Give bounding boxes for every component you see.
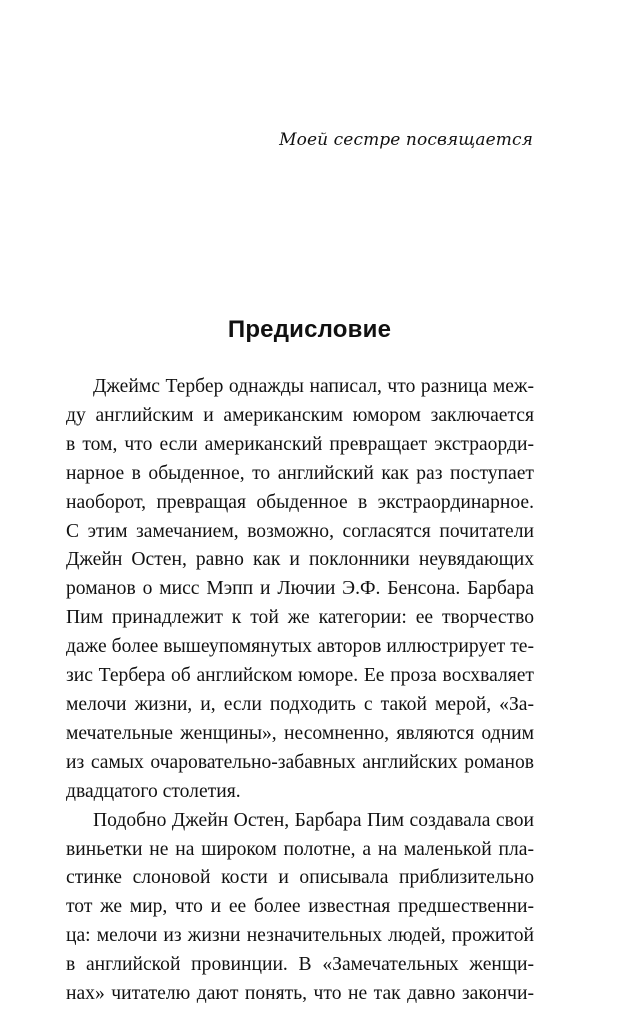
text-line: зис Тербера об английском юморе. Ее проза восхваляет — [66, 665, 534, 687]
text-line: в том, что если американский превращает экстраорди- — [66, 433, 534, 455]
text-line: виньетки не на широком полотне, а на маленькой пла- — [66, 838, 534, 860]
text-line: С этим замечанием, возможно, согласятся почитатели — [66, 520, 534, 542]
text-line: наоборот, превращая обыденное в экстраординарное. — [66, 491, 534, 513]
text-line: двадцатого столетия. — [66, 780, 241, 802]
chapter-heading: Предисловие — [227, 316, 392, 343]
text-line: ду английским и американским юмором заключается — [66, 404, 534, 426]
text-line: Джейн Остен, равно как и поклонники неувядающих — [66, 549, 534, 571]
text-line: из самых очаровательно-забавных английских романов — [66, 751, 534, 773]
text-line: нах» читателю дают понять, что не так давно закончи- — [66, 983, 534, 1005]
text-line: стинке слоновой кости и описывала приблизительно — [66, 867, 534, 889]
text-line: романов о мисс Мэпп и Лючии Э.Ф. Бенсона. Барбара — [66, 578, 534, 600]
body-text — [66, 373, 534, 1009]
dedication: Моей сестре посвящается — [279, 130, 533, 150]
text-line: Джеймс Тербер однажды написал, что разница меж- — [93, 376, 534, 397]
text-line: даже более вышеупомянутых авторов иллюстрирует те- — [66, 636, 534, 658]
text-line: Подобно Джейн Остен, Барбара Пим создавала свои — [93, 809, 534, 831]
text-line: тот же мир, что и ее более известная предшественни- — [66, 896, 534, 918]
text-line: ца: мелочи из жизни незначительных людей, прожитой — [66, 925, 534, 947]
text-line: в английской провинции. В «Замечательных женщи- — [66, 954, 534, 976]
text-line: нарное в обыденное, то английский как раз поступает — [66, 462, 534, 484]
text-line: Пим принадлежит к той же категории: ее творчество — [66, 607, 534, 629]
text-line: мечательные женщины», несомненно, являются одним — [66, 722, 534, 744]
text-line: мелочи жизни, и, если подходить с такой мерой, «За- — [66, 693, 534, 715]
